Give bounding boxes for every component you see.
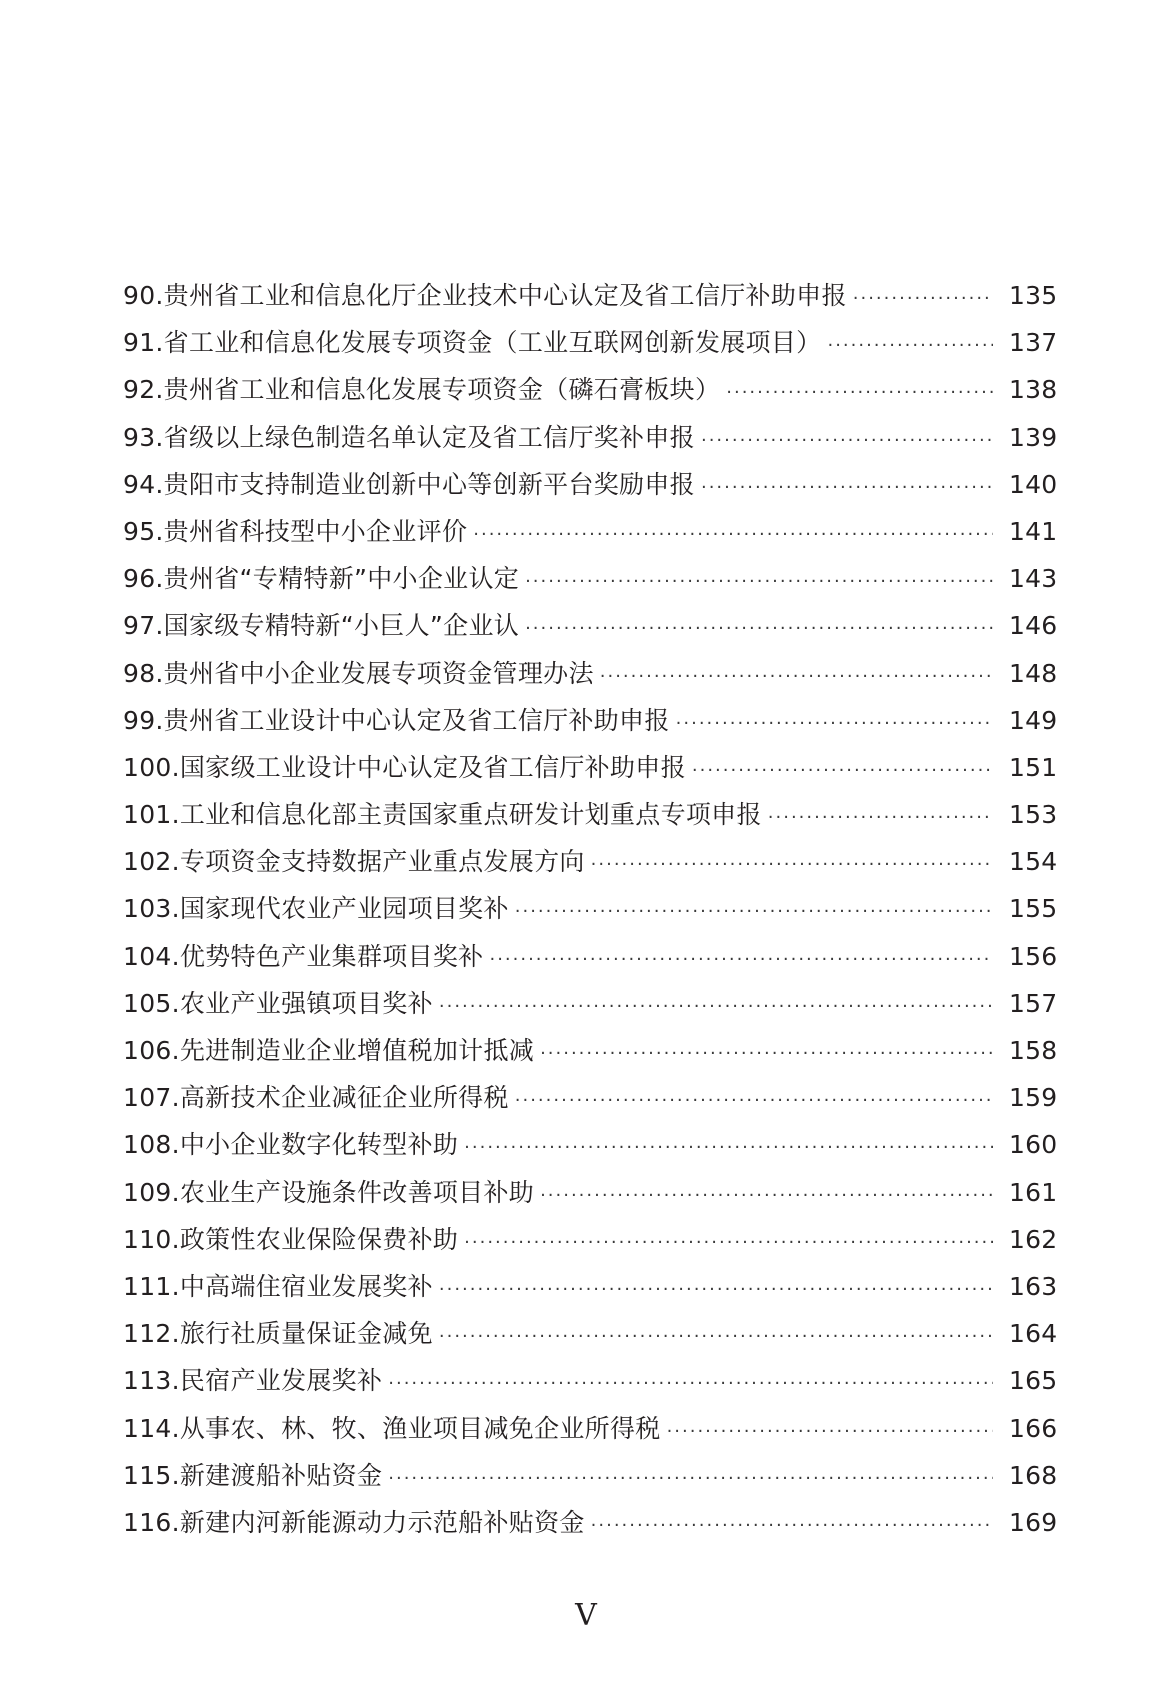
- toc-entry-page: 161: [1009, 1177, 1058, 1207]
- dot-leader: [701, 417, 993, 464]
- toc-entry-page: 166: [1009, 1413, 1058, 1443]
- toc-entry-page: 164: [1009, 1319, 1058, 1349]
- dot-leader: [439, 1313, 993, 1360]
- toc-entry-title: 114.从事农、林、牧、渔业项目减免企业所得税: [123, 1413, 661, 1443]
- dot-leader: [591, 841, 993, 888]
- toc-entry-page: 138: [1009, 375, 1058, 405]
- toc-entry-title: 112.旅行社质量保证金减免: [123, 1319, 433, 1349]
- toc-entry-title: 91.省工业和信息化发展专项资金（工业互联网创新发展项目）: [123, 328, 822, 358]
- toc-entry[interactable]: [123, 885, 1058, 932]
- toc-entry-title: 97.国家级专精特新“小巨人”企业认: [123, 611, 520, 641]
- toc-entry[interactable]: [123, 461, 1058, 508]
- toc-entry[interactable]: [123, 933, 1058, 980]
- dot-leader: [768, 794, 993, 841]
- toc-entry[interactable]: [123, 1452, 1058, 1499]
- toc-entry[interactable]: [123, 366, 1058, 413]
- toc-entry-title: 111.中高端住宿业发展奖补: [123, 1271, 433, 1301]
- toc-entry[interactable]: [123, 555, 1058, 602]
- toc-entry-page: 137: [1009, 328, 1058, 358]
- toc-entry[interactable]: [123, 1405, 1058, 1452]
- toc-entry-page: 141: [1009, 516, 1058, 546]
- toc-entry-title: 103.国家现代农业产业园项目奖补: [123, 894, 509, 924]
- dot-leader: [515, 1077, 993, 1124]
- toc-entry-page: 169: [1009, 1507, 1058, 1537]
- toc-entry-title: 90.贵州省工业和信息化厅企业技术中心认定及省工信厅补助申报: [123, 281, 847, 310]
- toc-entry-title: 109.农业生产设施条件改善项目补助: [123, 1177, 535, 1207]
- dot-leader: [676, 700, 993, 747]
- toc-entry[interactable]: [123, 697, 1058, 744]
- toc-entry-page: 168: [1009, 1460, 1058, 1490]
- dot-leader: [439, 1266, 993, 1313]
- toc-entry-page: 160: [1009, 1130, 1058, 1160]
- toc-entry-page: 159: [1009, 1083, 1058, 1113]
- toc-entry-title: 99.贵州省工业设计中心认定及省工信厅补助申报: [123, 705, 670, 735]
- toc-entry[interactable]: [123, 1169, 1058, 1216]
- toc-entry-page: 158: [1009, 1036, 1058, 1065]
- dot-leader: [464, 1124, 993, 1171]
- toc-entry-title: 98.贵州省中小企业发展专项资金管理办法: [123, 658, 594, 688]
- toc-entry[interactable]: [123, 319, 1058, 366]
- toc-entry-title: 101.工业和信息化部主责国家重点研发计划重点专项申报: [123, 800, 762, 830]
- toc-entry[interactable]: [123, 1357, 1058, 1404]
- toc-entry[interactable]: [123, 508, 1058, 555]
- toc-entry-title: 113.民宿产业发展奖补: [123, 1366, 383, 1396]
- toc-entry-page: 156: [1009, 941, 1058, 971]
- dot-leader: [439, 983, 993, 1030]
- dot-leader: [692, 747, 993, 794]
- toc-entry-title: 115.新建渡船补贴资金: [123, 1460, 383, 1490]
- toc-entry-title: 93.省级以上绿色制造名单认定及省工信厅奖补申报: [123, 422, 695, 452]
- toc-entry[interactable]: [123, 791, 1058, 838]
- toc-entry[interactable]: [123, 1216, 1058, 1263]
- dot-leader: [853, 275, 993, 322]
- toc-entry-title: 100.国家级工业设计中心认定及省工信厅补助申报: [123, 752, 686, 782]
- toc-entry-page: 155: [1009, 894, 1058, 924]
- toc-entry-title: 107.高新技术企业减征企业所得税: [123, 1083, 509, 1113]
- toc-entry[interactable]: [123, 414, 1058, 461]
- dot-leader: [388, 1455, 993, 1502]
- page-number: V: [575, 1598, 597, 1633]
- toc-entry[interactable]: [123, 744, 1058, 791]
- dot-leader: [388, 1360, 993, 1407]
- dot-leader: [540, 1030, 993, 1077]
- dot-leader: [701, 464, 993, 511]
- dot-leader: [464, 1219, 993, 1266]
- toc-entry[interactable]: [123, 1121, 1058, 1168]
- toc-entry-title: 102.专项资金支持数据产业重点发展方向: [123, 847, 585, 877]
- toc-entry-title: 116.新建内河新能源动力示范船补贴资金: [123, 1507, 585, 1537]
- toc-entry-title: 92.贵州省工业和信息化发展专项资金（磷石膏板块）: [123, 375, 721, 405]
- toc-entry[interactable]: [123, 272, 1058, 319]
- toc-entry[interactable]: [123, 650, 1058, 697]
- table-of-contents: [123, 272, 1058, 1546]
- toc-entry-title: 94.贵阳市支持制造业创新中心等创新平台奖励申报: [123, 469, 695, 499]
- toc-entry-title: 110.政策性农业保险保费补助: [123, 1224, 459, 1254]
- dot-leader: [515, 888, 993, 935]
- toc-entry-page: 135: [1009, 281, 1058, 310]
- toc-entry[interactable]: [123, 838, 1058, 885]
- dot-leader: [591, 1502, 993, 1549]
- toc-entry-page: 143: [1009, 564, 1058, 594]
- toc-entry[interactable]: [123, 1263, 1058, 1310]
- toc-entry[interactable]: [123, 1499, 1058, 1546]
- toc-entry-page: 163: [1009, 1271, 1058, 1301]
- toc-entry-title: 95.贵州省科技型中小企业评价: [123, 516, 468, 546]
- toc-entry-title: 106.先进制造业企业增值税加计抵减: [123, 1036, 535, 1065]
- dot-leader: [667, 1408, 993, 1455]
- toc-entry[interactable]: [123, 1310, 1058, 1357]
- dot-leader: [489, 936, 993, 983]
- dot-leader: [525, 558, 993, 605]
- toc-entry-title: 104.优势特色产业集群项目奖补: [123, 941, 484, 971]
- toc-entry-page: 139: [1009, 422, 1058, 452]
- toc-entry-title: 96.贵州省“专精特新”中小企业认定: [123, 564, 520, 594]
- toc-entry-page: 151: [1009, 752, 1058, 782]
- toc-entry-page: 148: [1009, 658, 1058, 688]
- dot-leader: [525, 605, 993, 652]
- toc-entry-page: 146: [1009, 611, 1058, 641]
- toc-entry[interactable]: [123, 980, 1058, 1027]
- toc-entry[interactable]: [123, 602, 1058, 649]
- dot-leader: [827, 322, 993, 369]
- toc-entry-page: 149: [1009, 705, 1058, 735]
- toc-entry-title: 105.农业产业强镇项目奖补: [123, 988, 433, 1018]
- toc-entry[interactable]: [123, 1074, 1058, 1121]
- toc-entry[interactable]: [123, 1027, 1058, 1074]
- dot-leader: [726, 369, 993, 416]
- toc-entry-page: 154: [1009, 847, 1058, 877]
- toc-entry-page: 157: [1009, 988, 1058, 1018]
- dot-leader: [540, 1172, 993, 1219]
- dot-leader: [473, 511, 993, 558]
- toc-entry-page: 165: [1009, 1366, 1058, 1396]
- toc-entry-page: 153: [1009, 800, 1058, 830]
- toc-entry-page: 140: [1009, 469, 1058, 499]
- toc-entry-page: 162: [1009, 1224, 1058, 1254]
- toc-entry-title: 108.中小企业数字化转型补助: [123, 1130, 459, 1160]
- dot-leader: [600, 653, 993, 700]
